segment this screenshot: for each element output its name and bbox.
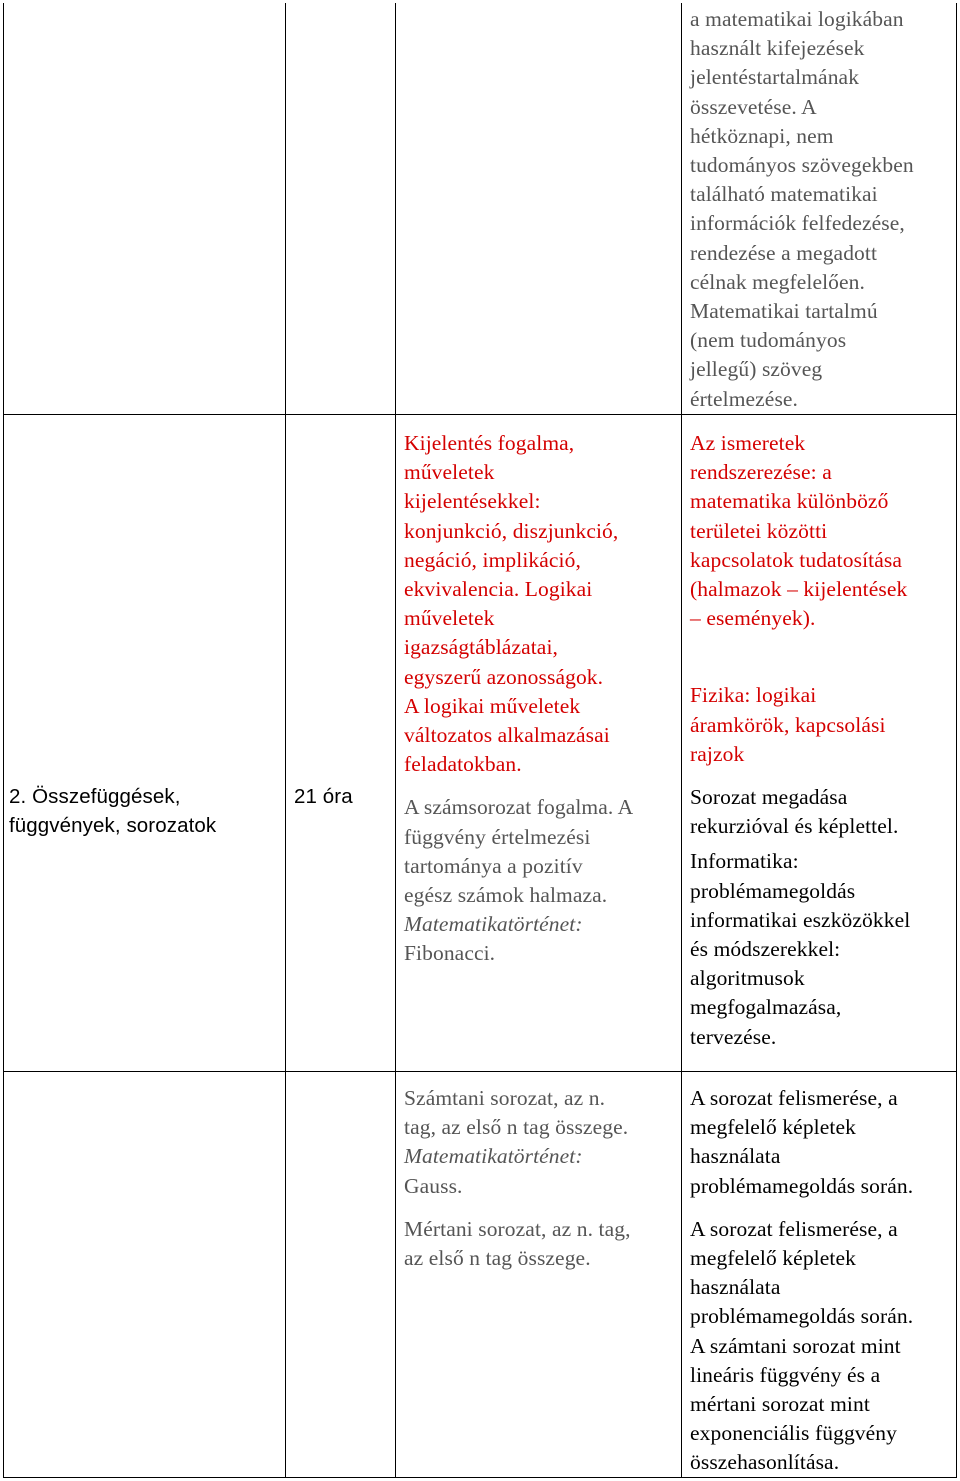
row-divider-1 [3,414,957,415]
table-border-left [3,3,4,1478]
arithmetic-requirement-text: A sorozat felismerése, a megfelelő képletek használata problémamegoldás során. [690,1086,914,1198]
cell-arithmetic-content [404,1084,680,1273]
geometric-requirement-text: A sorozat felismerése, a megfelelő képletek használata problémamegoldás során. A számtani sorozat mint lineáris függvény és a mértani sorozat mint exponenciális függvény összehasonlítása. [690,1216,914,1475]
topic-title: 2. Összefüggések, függvények, sorozatok [9,785,217,838]
row-divider-2 [3,1071,957,1072]
logic-application-text: A logikai műveletek változatos alkalmazásai feladatokban. [404,693,610,777]
cell-topic [9,782,281,840]
cell-logic-requirements [690,429,956,1052]
sequence-concept-text: A számsorozat fogalma. A függvény értelmezési tartománya a pozitív egész számok halmaza. [404,795,634,908]
cell-logic-content [404,429,680,969]
informatics-link-text: Informatika: problémamegoldás informatikai eszközökkel és módszerekkel: algoritmusok megfogalmazása, tervezése. [690,849,911,1049]
requirements-text: a matematikai logikában használt kifejezések jelentéstartalmának összevetése. A hétköznapi, nem tudományos szövegekben található matematikai információk felfedezése, rendezése a megadott célnak megfelelően. Matematikai tartalmú (nem tudományos jellegű) szöveg értelmezése. [690,7,914,411]
table-border-right [956,3,957,1478]
column-divider-3 [681,3,682,1478]
history-name-gauss: Gauss. [404,1173,463,1198]
cell-arithmetic-requirements [690,1084,956,1478]
cell-hours [294,782,394,811]
sequence-definition-text: Sorozat megadása rekurzióval és képlettel. [690,785,899,839]
history-name-fibonacci: Fibonacci. [404,941,496,966]
physics-link-text: Fizika: logikai áramkörök, kapcsolási rajzok [690,683,886,766]
arith-history-label: Matematikatörténet: [404,1144,583,1169]
hours-value: 21 óra [294,785,353,808]
column-divider-1 [285,3,286,1478]
column-divider-2 [395,3,396,1478]
systematization-text: Az ismeretek rendszerezése: a matematika különböző területei közötti kapcsolatok tudatosítása (halmazok – kijelentések – események). [690,431,908,631]
history-label: Matematikatörténet: [404,912,583,937]
geometric-sequence-text: Mértani sorozat, az n. tag, az első n tag összege. [404,1216,631,1271]
logic-content-text: Kijelentés fogalma, műveletek kijelentésekkel: konjunkció, diszjunkció, negáció, implikáció, ekvivalencia. Logikai műveletek igazságtáblázatai, egyszerű azonosságok. [404,431,619,689]
cell-top-requirements [690,5,956,414]
arithmetic-sequence-text: Számtani sorozat, az n. tag, az első n tag összege. [404,1086,629,1140]
